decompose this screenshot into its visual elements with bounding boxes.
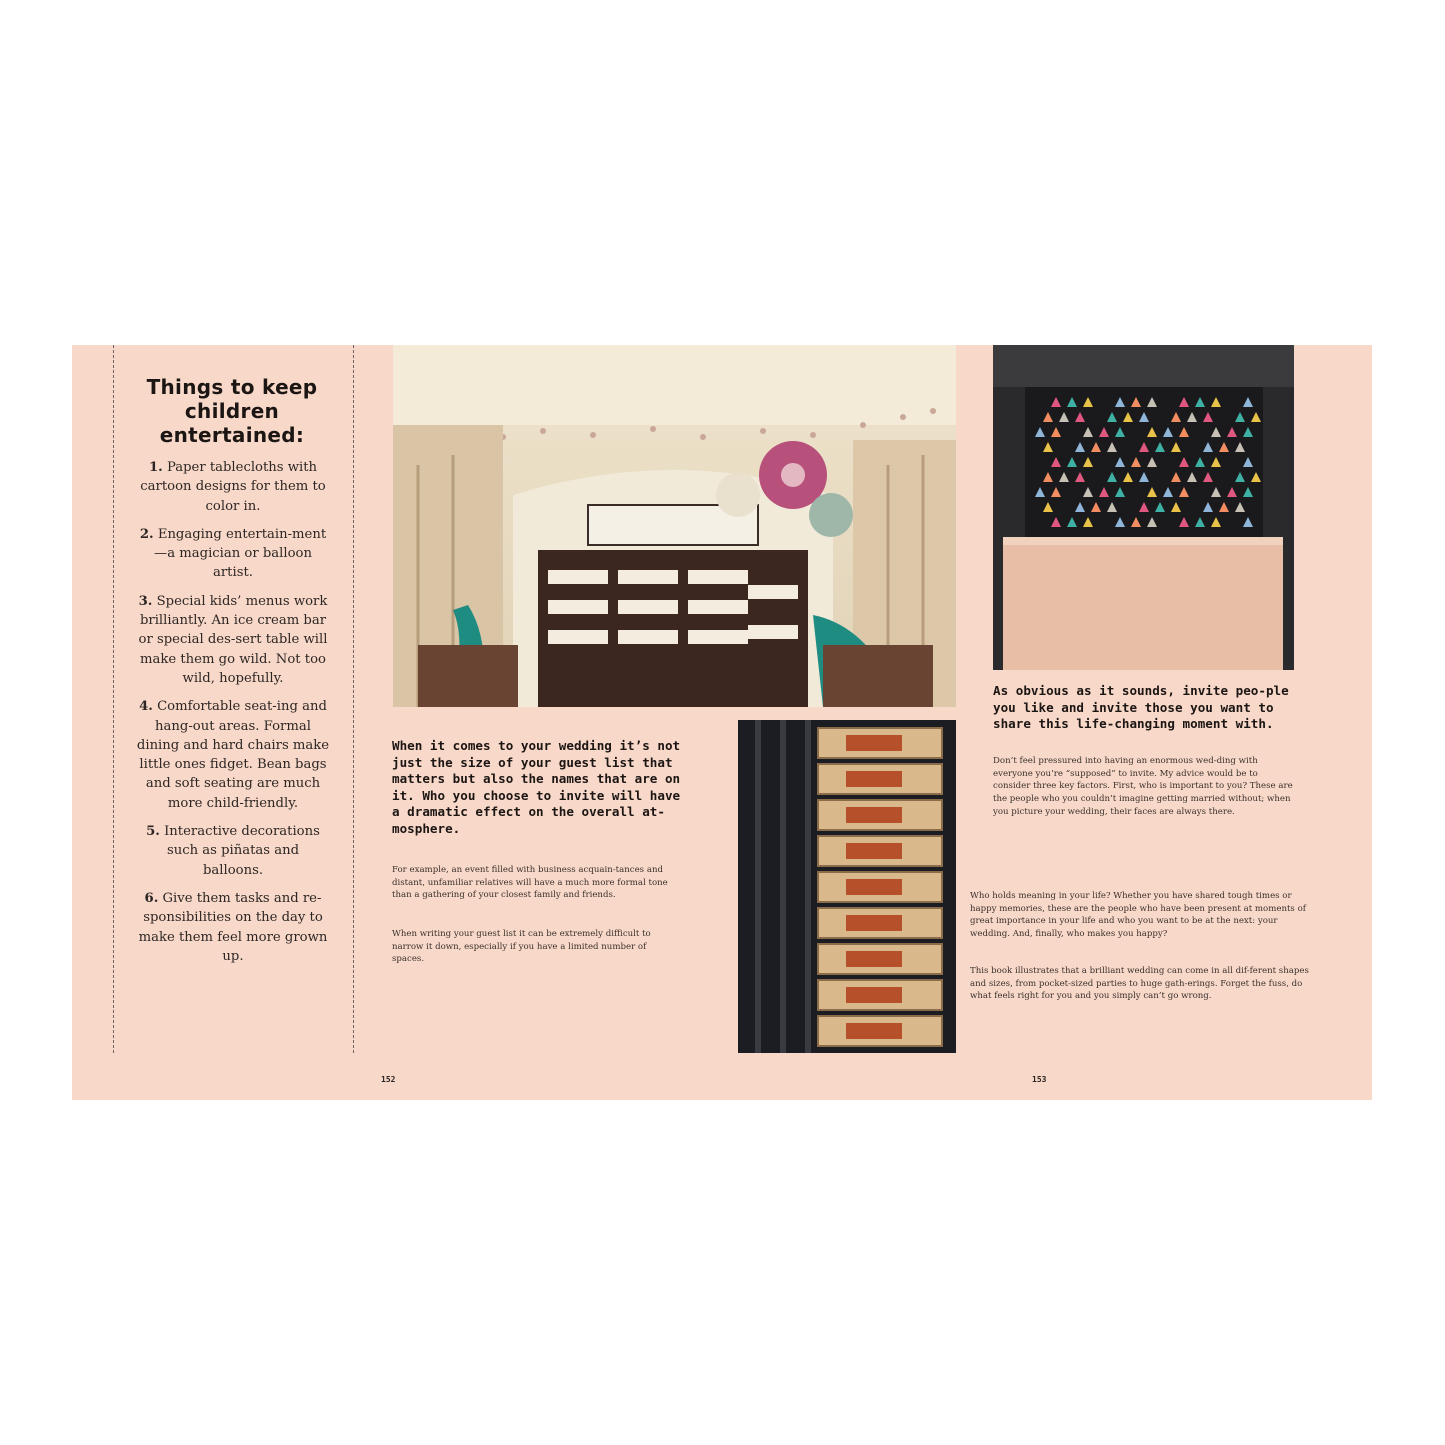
left-headline: When it comes to your wedding it’s not just the size of your guest list that matters but also the names that are on it. Who you choose to invite will have a dramatic effect on the overall at-mosphere. — [392, 738, 681, 836]
sidebar-right-rule — [353, 345, 354, 1053]
right-body-bottom-2: This book illustrates that a brilliant wedding can come in all dif-ferent shapes and sizes, from pocket-sized parties to huge gath-erings. Forget the fuss, do what feels right for you and you simply can’t go wrong. — [970, 966, 1309, 1002]
left-body-1: For example, an event filled with business acquain-tances and distant, unfamiliar relatives will have a much more formal tone than a gathering of your closest family and friends. — [392, 865, 668, 901]
right-body-top: Don’t feel pressured into having an enormous wed-ding with everyone you’re “supposed” to invite. My advice would be to consider three key factors. First, who is important to you? These are the people who you couldn’t imagine getting married without; when you picture your wedding, their faces are always there. — [993, 756, 1293, 817]
triangle-backdrop-photo — [993, 345, 1294, 670]
sidebar-title: Things to keep children entertained: — [146, 375, 318, 447]
right-headline: As obvious as it sounds, invite peo-ple you like and invite those you want to share this life-changing moment with. — [993, 683, 1289, 732]
tip-list — [136, 458, 330, 975]
left-body-2: When writing your guest list it can be extremely difficult to narrow it down, especially if you have a limited number of spaces. — [392, 929, 651, 965]
right-page-number: 153 — [1032, 1075, 1047, 1084]
list-item: 5. Interactive decorations such as piñatas and balloons. — [146, 824, 320, 878]
list-item: 4. Comfortable seat-ing and hang-out areas. Formal dining and hard chairs make little ones fidget. Bean bags and soft seating are much more child-friendly. — [136, 699, 330, 811]
left-page-number: 152 — [381, 1075, 396, 1084]
seating-display-photo — [393, 345, 956, 707]
book-spread — [72, 345, 1372, 1100]
right-body-bottom-1: Who holds meaning in your life? Whether you have shared tough times or happy memories, these are the people who have been present at moments of great importance in your life and who you want to be at the next: your wedding. And, finally, who makes you happy? — [970, 891, 1306, 940]
list-item: 6. Give them tasks and re-sponsibilities on the day to make them feel more grown up. — [138, 890, 328, 964]
list-item: 1. Paper tablecloths with cartoon designs for them to color in. — [140, 460, 326, 514]
list-item: 2. Engaging entertain-ment—a magician or balloon artist. — [139, 526, 327, 581]
crate-escort-cards-photo — [738, 720, 956, 1053]
list-item: 3. Special kids’ menus work brilliantly. An ice cream bar or special des-sert table will make them go wild. Not too wild, hopefully. — [138, 593, 328, 686]
sidebar-left-rule — [113, 345, 114, 1053]
